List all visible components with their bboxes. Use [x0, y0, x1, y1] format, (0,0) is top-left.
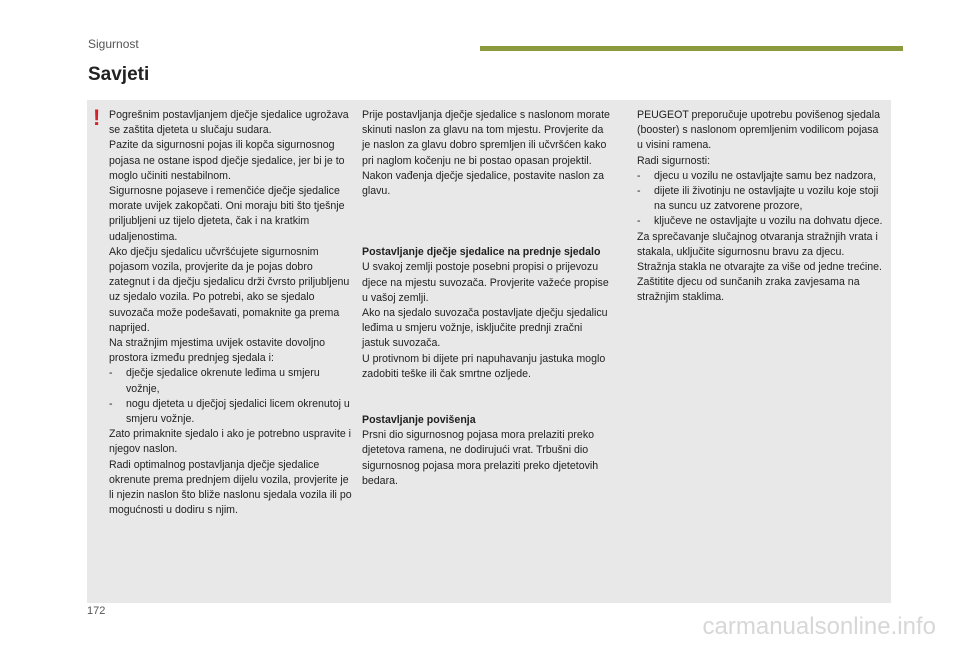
paragraph: U protivnom bi dijete pri napuhavanju jastuka moglo zadobiti teške ili čak smrtne ozljede. [362, 352, 606, 380]
list-item-text: nogu djeteta u dječjoj sjedalici licem okrenutoj u smjeru vožnje. [126, 397, 350, 426]
header-accent-rule [480, 46, 903, 51]
section-header: Sigurnost [88, 37, 139, 51]
page-title: Savjeti [88, 64, 150, 85]
warning-icon: ! [93, 105, 101, 130]
subheading-front-seat: Postavljanje dječje sjedalice na prednje sjedalo [362, 246, 601, 259]
paragraph: Ako dječju sjedalicu učvršćujete sigurnosnim pojasom vozila, provjerite da je pojas dobro zategnut i da dječju sjedalicu drži čvrsto priljubljenu uz sjedalo vozila. Po potrebi, ako se sjedalo suvozača može podešavati, pomaknite ga prema naprijed. [109, 245, 350, 334]
list-item-text: dijete ili životinju ne ostavljajte u vozilu koje stoji na suncu uz zatvorene prozore, [654, 185, 879, 213]
paragraph: Za sprečavanje slučajnog otvaranja stražnjih vrata i stakala, uključite sigurnosnu bravu za djecu. [637, 230, 878, 258]
paragraph: Stražnja stakla ne otvarajte za više od jedne trećine. [637, 261, 882, 274]
paragraph: Ako na sjedalo suvozača postavljate dječju sjedalicu leđima u smjeru vožnje, isključite prednji zračni jastuk suvozača. [362, 307, 608, 350]
paragraph: Na stražnjim mjestima uvijek ostavite dovoljno prostora između prednjeg sjedala i: [109, 337, 326, 365]
paragraph: Prije postavljanja dječje sjedalice s naslonom morate skinuti naslon za glavu na tom mjestu. Provjerite da je naslon za glavu dobro spremljen ili učvršćen kako pri naglom kočenju ne bi postao opasan projektil. Nakon vađenja dječje sjedalice, postavite naslon za glavu. [362, 109, 610, 198]
subheading-booster: Postavljanje povišenja [362, 414, 476, 427]
list-item [109, 397, 354, 427]
column-warning [109, 108, 354, 518]
bullet: - [637, 185, 641, 198]
list-item [637, 184, 887, 214]
paragraph: Sigurnosne pojaseve i remenčiće dječje sjedalice morate uvijek zakopčati. Oni moraju biti što tješnje priljubljeni uz tijelo djeteta, čak i na kratkim udaljenostima. [109, 185, 345, 243]
paragraph: U svakoj zemlji postoje posebni propisi o prijevozu djece na mjestu suvozača. Provjerite važeće propise u vašoj zemlji. [362, 261, 609, 304]
paragraph: Prsni dio sigurnosnog pojasa mora prelaziti preko djetetova ramena, ne dodirujući vrat. Trbušni dio sigurnosnog pojasa mora prelaziti preko djetetovih bedara. [362, 429, 599, 487]
column-installation [362, 108, 612, 489]
list-item [637, 214, 887, 229]
bullet: - [637, 215, 641, 228]
paragraph: Pazite da sigurnosni pojas ili kopča sigurnosnog pojasa ne ostane ispod dječje sjedalice, jer bi je to moglo učiniti nestabilnom. [109, 139, 345, 182]
paragraph: Radi optimalnog postavljanja dječje sjedalice okrenute prema prednjem dijelu vozila, provjerite je li njezin naslon što bliže naslonu sjedala vozila ili po mogućnosti u dodiru s njim. [109, 458, 352, 517]
paragraph: Zato primaknite sjedalo i ako je potrebno uspravite i njegov naslon. [109, 428, 352, 456]
paragraph: Pogrešnim postavljanjem dječje sjedalice ugrožava se zaštita djeteta u slučaju sudara. [109, 109, 349, 137]
page-number: 172 [87, 605, 106, 617]
list-item-text: ključeve ne ostavljajte u vozilu na dohvatu djece. [654, 215, 883, 228]
bullet: - [109, 367, 113, 380]
paragraph: Radi sigurnosti: [637, 154, 711, 167]
column-safety [637, 108, 887, 306]
paragraph: Zaštitite djecu od sunčanih zraka zavjesama na stražnjim staklima. [637, 276, 860, 304]
list-item-text: djecu u vozilu ne ostavljajte samu bez nadzora, [654, 169, 877, 182]
paragraph: PEUGEOT preporučuje upotrebu povišenog sjedala (booster) s naslonom opremljenim vodilicom pojasa u visini ramena. [637, 109, 881, 152]
list-item-text: dječje sjedalice okrenute leđima u smjeru vožnje, [126, 367, 320, 395]
bullet: - [109, 397, 113, 410]
watermark: carmanualsonline.info [702, 613, 936, 640]
bullet: - [637, 169, 641, 182]
list-item [109, 366, 354, 396]
list-item [637, 169, 887, 184]
